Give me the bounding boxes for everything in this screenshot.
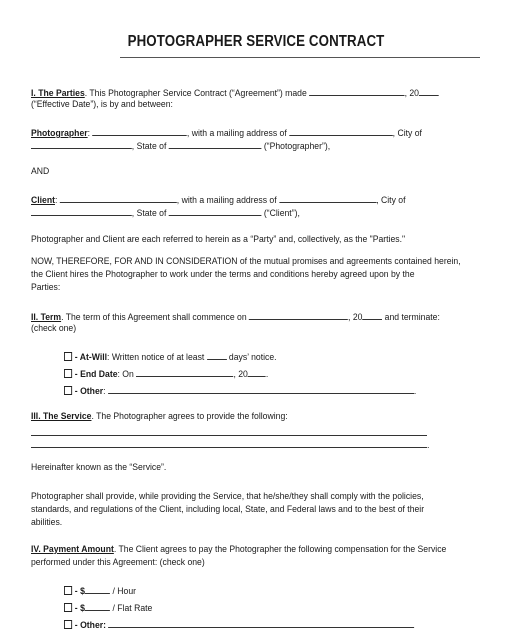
parties-heading: I. The Parties	[31, 88, 85, 99]
agreement-date-blank[interactable]	[309, 86, 404, 96]
at-will-option	[64, 350, 277, 365]
end-date-checkbox[interactable]	[64, 369, 72, 378]
term-year-blank[interactable]	[362, 310, 382, 320]
photographer-line-1: Photographer: , with a mailing address of , City of	[31, 128, 422, 139]
payment-line-2: performed under this Agreement: (check one)	[31, 557, 205, 568]
end-date-year-blank[interactable]	[248, 367, 266, 377]
at-will-text: : Written notice of at least	[107, 352, 205, 363]
term-other-checkbox[interactable]	[64, 386, 72, 395]
flat-rate-blank[interactable]	[85, 601, 110, 611]
term-start-date-blank[interactable]	[249, 310, 348, 320]
client-city-text: , City of	[376, 195, 406, 206]
photographer-alias-text: (“Photographer”),	[263, 141, 331, 152]
term-other-blank[interactable]	[108, 384, 414, 394]
end-date-blank[interactable]	[136, 367, 233, 377]
provide-line-3: abilities.	[31, 517, 63, 528]
term-terminate-text: and terminate:	[384, 312, 440, 323]
payment-other-label: - Other:	[74, 620, 106, 631]
hourly-suffix: / Hour	[112, 586, 137, 597]
client-name-blank[interactable]	[60, 193, 177, 203]
at-will-tail-text: days’ notice.	[228, 352, 277, 363]
hourly-option	[64, 584, 136, 599]
photographer-city-text: , City of	[392, 128, 422, 139]
consideration-line-2: the Client hires the Photographer to work under the terms and conditions hereby agreed upon by the	[31, 269, 415, 280]
payment-line-1	[31, 544, 446, 557]
consideration-line-1: NOW, THEREFORE, FOR AND IN CONSIDERATION of the mutual promises and agreements contained herein,	[31, 256, 461, 267]
photographer-mailing-text: , with a mailing address of	[186, 128, 287, 139]
photographer-state-text: , State of	[131, 141, 167, 152]
term-intro-text: . The term of this Agreement shall commence on	[61, 312, 247, 323]
client-line-1: Client: , with a mailing address of , City of	[31, 195, 406, 206]
title-rule	[120, 57, 480, 58]
hourly-prefix: - $	[74, 586, 85, 597]
client-state-text: , State of	[131, 208, 167, 219]
end-date-label: - End Date	[74, 369, 118, 380]
flat-rate-prefix: - $	[74, 603, 85, 614]
parties-definition-text: Photographer and Client are each referred to herein as a “Party” and, collectively, as the "Parties."	[31, 234, 406, 245]
service-blank-line-2[interactable]: .	[31, 438, 429, 453]
document-title: PHOTOGRAPHER SERVICE CONTRACT	[127, 33, 385, 50]
client-address-blank[interactable]	[279, 193, 376, 203]
payment-other-checkbox[interactable]	[64, 620, 72, 629]
consideration-line-3: Parties:	[31, 282, 61, 293]
photographer-city-blank[interactable]	[31, 139, 132, 149]
end-date-year-text: , 20	[233, 369, 248, 380]
term-other-label: - Other	[74, 386, 104, 397]
term-heading: II. Term	[31, 312, 62, 323]
and-text: AND	[31, 166, 50, 177]
at-will-checkbox[interactable]	[64, 352, 72, 361]
service-line-1	[31, 411, 288, 424]
service-blank-1	[31, 426, 427, 436]
parties-year-text: , 20	[404, 88, 419, 99]
payment-heading: IV. Payment Amount	[31, 544, 114, 555]
hourly-rate-blank[interactable]	[85, 584, 110, 594]
client-state-blank[interactable]	[169, 206, 262, 216]
provide-line-1: Photographer shall provide, while providing the Service, that he/she/they shall comply with the policies,	[31, 491, 424, 502]
parties-line-2: (“Effective Date”), is by and between:	[31, 99, 173, 110]
client-alias-text: (“Client”),	[263, 208, 300, 219]
term-other-colon: :	[103, 386, 106, 397]
photographer-line-2	[31, 139, 330, 154]
hourly-checkbox[interactable]	[64, 586, 72, 595]
payment-other-blank[interactable]	[108, 618, 414, 628]
term-line-1	[31, 310, 440, 325]
client-line-2	[31, 206, 300, 221]
photographer-address-blank[interactable]	[289, 126, 393, 136]
flat-rate-suffix: / Flat Rate	[112, 603, 153, 614]
client-label: Client	[31, 195, 55, 206]
parties-intro-text: . This Photographer Service Contract (“Agreement”) made	[84, 88, 307, 99]
service-heading: III. The Service	[31, 411, 92, 422]
client-mailing-text: , with a mailing address of	[176, 195, 277, 206]
term-line-2: (check one)	[31, 323, 77, 334]
flat-rate-checkbox[interactable]	[64, 603, 72, 612]
service-blank-2	[31, 438, 427, 448]
photographer-state-blank[interactable]	[169, 139, 262, 149]
payment-other-option	[64, 618, 414, 633]
term-other-option: - Other: .	[64, 384, 416, 399]
end-date-option: - End Date: On , 20 .	[64, 367, 268, 382]
service-intro-text: . The Photographer agrees to provide the following:	[91, 411, 288, 422]
photographer-label: Photographer	[31, 128, 88, 139]
provide-line-2: standards, and regulations of the Client, including local, State, and Federal laws and to the best of their	[31, 504, 425, 515]
flat-rate-option	[64, 601, 152, 616]
client-city-blank[interactable]	[31, 206, 132, 216]
payment-intro-text: . The Client agrees to pay the Photographer the following compensation for the Service	[113, 544, 447, 555]
photographer-name-blank[interactable]	[92, 126, 187, 136]
notice-days-blank[interactable]	[207, 350, 227, 360]
service-known-text: Hereinafter known as the “Service”.	[31, 462, 167, 473]
at-will-label: - At-Will	[74, 352, 108, 363]
agreement-year-blank[interactable]	[419, 86, 439, 96]
term-year-text: , 20	[348, 312, 363, 323]
end-date-text: : On	[117, 369, 134, 380]
